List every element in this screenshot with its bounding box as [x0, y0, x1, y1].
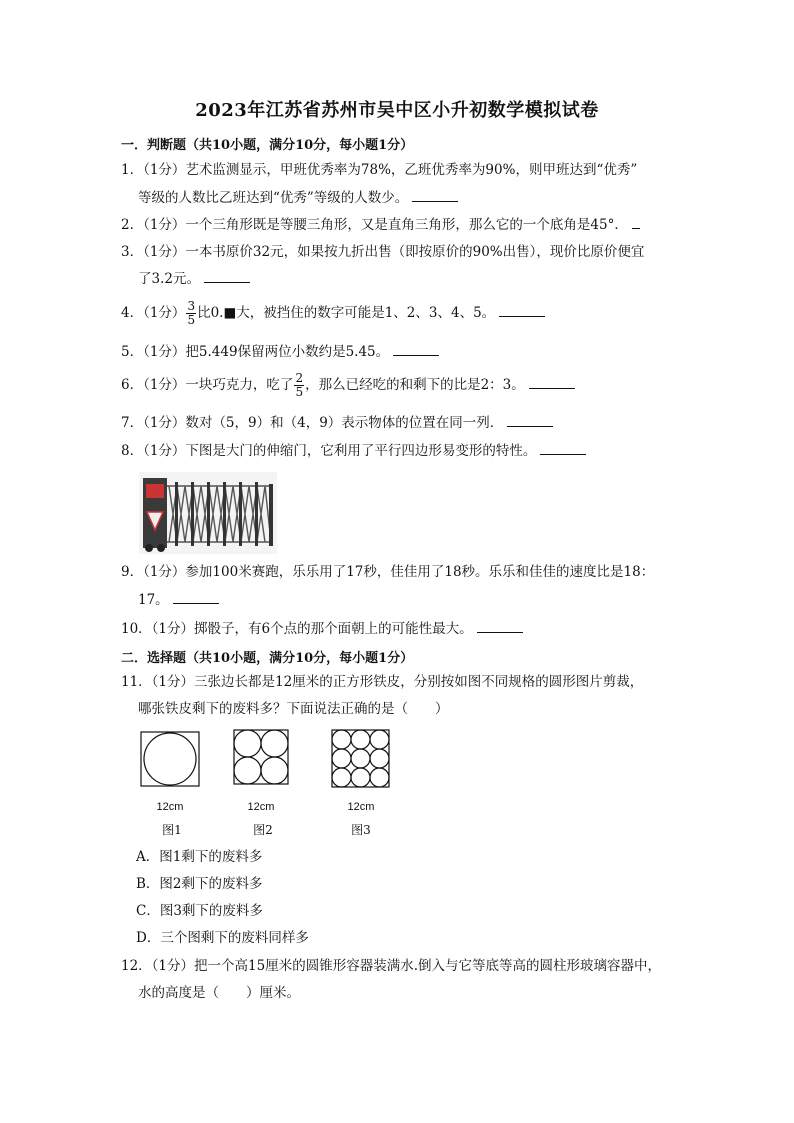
section-heading-choice: 二．选择题（共10小题，满分10分，每小题1分）	[121, 651, 414, 666]
answer-blank[interactable]	[529, 376, 575, 389]
figure-3-label: 图3	[351, 823, 371, 837]
answer-blank[interactable]	[393, 343, 439, 356]
answer-blank[interactable]	[204, 270, 250, 283]
question-5-text: 5．（1分）把5.449保留两位小数约是5.45。	[121, 344, 390, 360]
question-6-prefix: 6．（1分）一块巧克力，吃了	[121, 377, 294, 393]
option-a[interactable]: A．图1剩下的废料多	[136, 849, 263, 865]
circle-cutting-figures	[136, 728, 396, 840]
question-11-line1: 11．（1分）三张边长都是12厘米的正方形铁皮，分别按如图不同规格的圆形图片剪裁，	[121, 674, 644, 690]
question-1-line2	[138, 189, 458, 207]
option-d[interactable]: D．三个图剩下的废料同样多	[136, 930, 309, 946]
section-heading-judgement: 一．判断题（共10小题，满分10分，每小题1分）	[121, 138, 414, 153]
fraction	[186, 300, 196, 327]
question-9-text: 17。	[138, 592, 169, 608]
question-3-line1: 3．（1分）一本书原价32元，如果按九折出售（即按原价的90%出售），现价比原价便宜	[121, 244, 645, 260]
question-12-line2: 水的高度是（ ）厘米。	[138, 985, 300, 1001]
question-11-line2: 哪张铁皮剩下的废料多？下面说法正确的是（ ）	[138, 701, 449, 717]
question-4-text: 比0.■大，被挡住的数字可能是1、2、3、4、5。	[197, 305, 496, 321]
question-9-line1: 9．（1分）参加100米赛跑，乐乐用了17秒，佳佳用了18秒。乐乐和佳佳的速度比是18：	[121, 564, 655, 580]
figure-2-label: 图2	[253, 823, 273, 837]
option-c[interactable]: C．图3剩下的废料多	[136, 903, 263, 919]
answer-blank[interactable]	[540, 442, 586, 455]
fraction-numerator: 3	[187, 299, 196, 313]
page-title: 2023年江苏省苏州市吴中区小升初数学模拟试卷	[195, 100, 599, 121]
question-5	[121, 343, 681, 361]
answer-blank[interactable]	[412, 189, 458, 202]
answer-blank[interactable]	[499, 304, 545, 317]
answer-blank[interactable]	[632, 216, 640, 229]
question-4	[121, 300, 681, 327]
answer-blank[interactable]	[477, 620, 523, 633]
question-2	[121, 216, 681, 234]
figure-1-size: 12cm	[156, 801, 184, 813]
fraction-denominator: 5	[295, 385, 304, 399]
answer-blank[interactable]	[507, 414, 553, 427]
question-9-line2	[138, 591, 219, 609]
question-6-text: ，那么已经吃的和剩下的比是2：3。	[305, 377, 525, 393]
question-12-line1: 12．（1分）把一个高15厘米的圆锥形容器装满水.倒入与它等底等高的圆柱形玻璃容器中，	[121, 958, 661, 974]
question-3-text: 了3.2元。	[138, 271, 200, 287]
question-8	[121, 442, 681, 460]
question-4-prefix: 4．（1分）	[121, 305, 186, 321]
question-8-text: 8．（1分）下图是大门的伸缩门，它利用了平行四边形易变形的特性。	[121, 443, 537, 459]
fraction	[294, 372, 304, 399]
question-7-text: 7．（1分）数对（5，9）和（4，9）表示物体的位置在同一列．	[121, 415, 504, 431]
question-10-text: 10．（1分）掷骰子，有6个点的那个面朝上的可能性最大。	[121, 621, 473, 637]
figure-2-size: 12cm	[247, 801, 275, 813]
telescopic-gate-image	[139, 472, 277, 554]
fraction-denominator: 5	[187, 313, 196, 327]
figure-1-label: 图1	[162, 823, 182, 837]
question-7	[121, 414, 681, 432]
question-10	[121, 620, 681, 638]
question-3-line2	[138, 270, 250, 288]
option-b[interactable]: B．图2剩下的废料多	[136, 876, 263, 892]
figure-3-size: 12cm	[347, 801, 375, 813]
answer-blank[interactable]	[173, 591, 219, 604]
question-2-text: 2．（1分）一个三角形既是等腰三角形，又是直角三角形，那么它的一个底角是45°．	[121, 217, 628, 233]
question-1-text: 等级的人数比乙班达到“优秀”等级的人数少。	[138, 190, 409, 206]
fraction-numerator: 2	[295, 371, 304, 385]
question-1-line1: 1．（1分）艺术监测显示，甲班优秀率为78%，乙班优秀率为90%，则甲班达到“优秀”	[121, 162, 638, 178]
question-6	[121, 372, 681, 399]
